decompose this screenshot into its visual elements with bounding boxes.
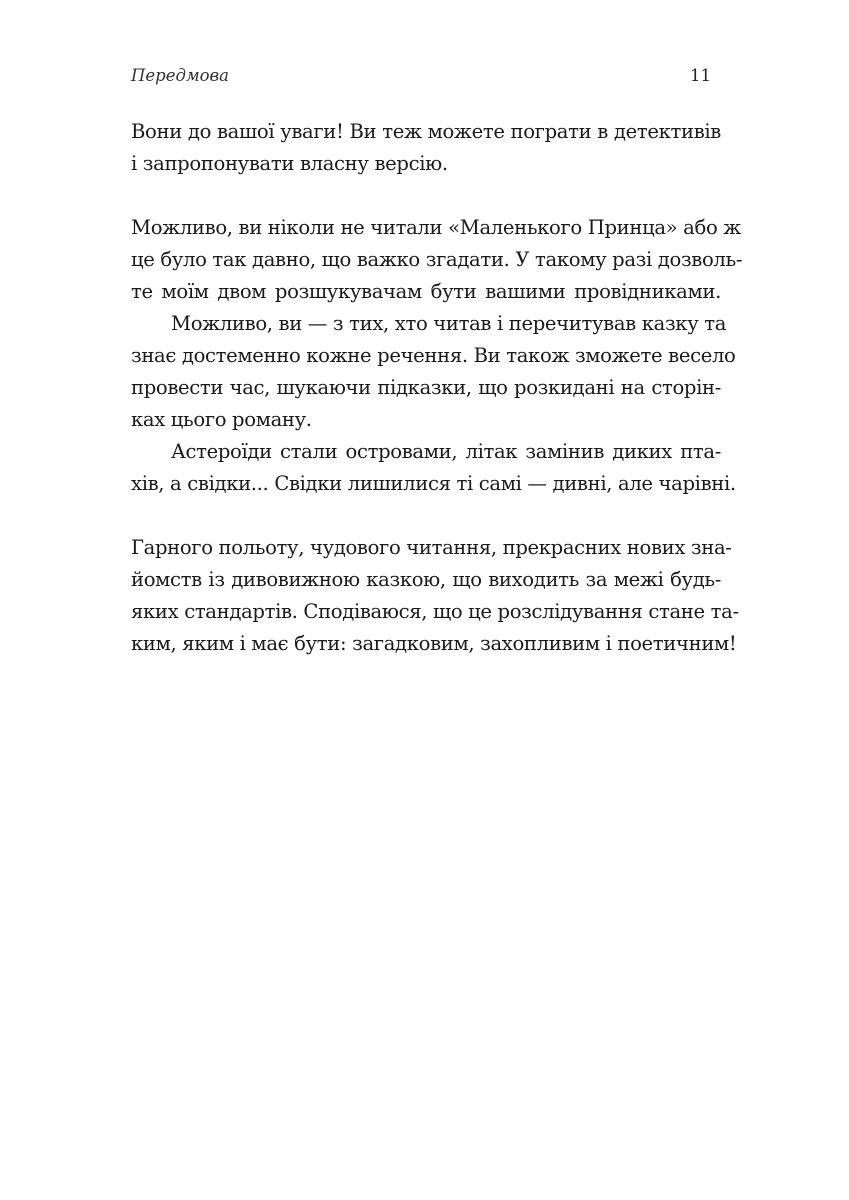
text-line: яких стандартів. Сподіваюся, що це розслідування стане та- — [131, 600, 739, 623]
section-break — [131, 500, 721, 532]
page-number: 11 — [690, 66, 711, 85]
text-line: Можливо, ви — з тих, хто читав і перечитував казку та — [171, 312, 727, 335]
section-break — [131, 180, 721, 212]
paragraph — [131, 116, 721, 180]
text-line: ках цього роману. — [131, 408, 312, 431]
text-line: Вони до вашої уваги! Ви теж можете пограти в детективів — [131, 120, 721, 143]
paragraph — [131, 212, 743, 308]
text-line: знає достеменно кожне речення. Ви також зможете весело — [131, 344, 736, 367]
running-head — [131, 66, 711, 94]
text-line: хів, а свідки... Свідки лишилися ті самі — дивні, але чарівні. — [131, 472, 736, 495]
text-line: це було так давно, що важко згадати. У такому разі дозволь- — [131, 248, 743, 271]
text-line: йомств із дивовижною казкою, що виходить за межі будь- — [131, 568, 721, 591]
text-line: ким, яким і має бути: загадковим, захопливим і поетичним! — [131, 632, 737, 655]
text-line: те моїм двом розшукувачам бути вашими провідниками. — [131, 280, 721, 303]
text-line: провести час, шукаючи підказки, що розкидані на сторін- — [131, 376, 721, 399]
paragraph — [131, 308, 736, 436]
text-line: Можливо, ви ніколи не читали «Маленького Принца» або ж — [131, 216, 741, 239]
paragraph — [131, 532, 739, 660]
text-line: Астероїди стали островами, літак замінив диких пта- — [171, 440, 721, 463]
text-line: і запропонувати власну версію. — [131, 152, 448, 175]
paragraph — [131, 436, 736, 500]
text-line: Гарного польоту, чудового читання, прекрасних нових зна- — [131, 536, 732, 559]
running-title: Передмова — [131, 66, 229, 85]
body-text — [131, 116, 743, 660]
